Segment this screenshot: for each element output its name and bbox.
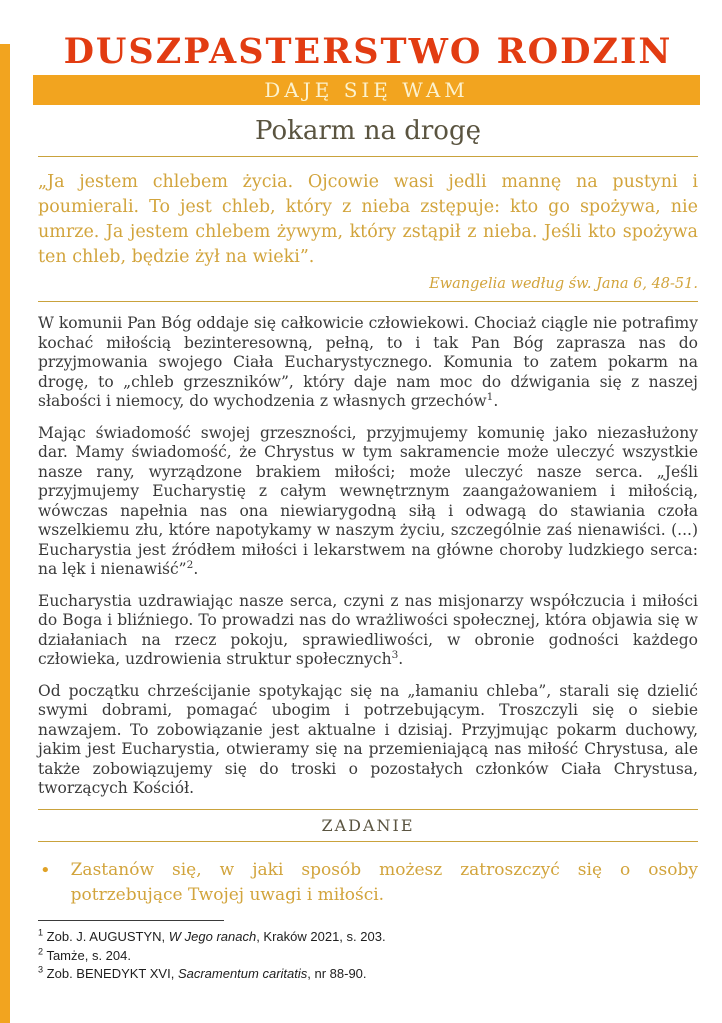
footnote-line: $^3$ Zob. BENEDYKT XVI, Sacramentum caritatis, nr 88-90. xyxy=(38,964,367,981)
body-paragraphs xyxy=(0,314,722,799)
divider-task-bottom xyxy=(38,841,698,842)
body-paragraph: Od początku chrześcijanie spotykając się na „łamaniu chleba”, starali się dzielić swymi dobrami, pomagać ubogim i potrzebującym. Troszczyli się o siebie nawzajem. To zobowiązanie jest aktualne i dzisiaj. Przyjmując pokarm duchowy, jakim jest Eucharystia, otwieramy się na przemieniającą nas miłość Chrystusa, ale także zobowiązujemy się do troski o pozostałych członków Ciała Chrystusa, tworzących Kościół. xyxy=(38,681,698,797)
footnote-list xyxy=(38,929,698,982)
quote-text: „Ja jestem chlebem życia. Ojcowie wasi jedli mannę na pustyni i poumierali. To jest chleb, który z nieba zstępuje: kto go spożywa, nie umrze. Ja jestem chlebem żywym, który zstąpił z nieba. Jeśli kto spożywa ten chleb, będzie żył na wieki”. xyxy=(38,172,698,267)
footnote-number: 1 xyxy=(38,927,44,938)
task-item-text: Zastanów się, w jaki sposób możesz zatroszczyć się o osoby potrzebujące Twojej uwagi i miłości. xyxy=(70,859,698,905)
footnote-book-title: W Jego ranach xyxy=(168,929,257,944)
footnote-separator xyxy=(38,920,224,921)
bullet-icon: • xyxy=(40,859,51,881)
task-list xyxy=(38,858,698,908)
footnote-number: 3 xyxy=(38,964,44,975)
body-paragraph: W komunii Pan Bóg oddaje się całkowicie człowiekowi. Chociaż ciągle nie potrafimy kochać miłością bezinteresowną, pełną, to i tak Pan Bóg zaprasza nas do przyjmowania swojego Ciała Eucharystycznego. Komunia to zatem pokarm na drogę, to „chleb grzeszników”, który daje nam moc do dźwigania się z naszej słabości i niemocy, do wychodzenia z własnych grzechów$^1$. xyxy=(38,314,698,410)
footnotes-section xyxy=(38,920,698,985)
footnote-book-title: Sacramentum caritatis xyxy=(177,966,308,981)
task-item xyxy=(38,858,698,908)
body-paragraph: Mając świadomość swojej grzeszności, przyjmujemy komunię jako niezasłużony dar. Mamy świadomość, że Chrystus w tym sakramencie może uleczyć wszystkie nasze rany, wyrządzone brakiem miłości; może uleczyć nasze serca. „Jeśli przyjmujemy Eucharystię z całym wewnętrznym zaangażowaniem i miłością, wówczas napełnia nas ona niewiarygodną siłą i odwagą do stawiania czoła wszelkiemu złu, które napotykamy w naszym życiu, szczególnie zaś nienawiści. (...) Eucharystia jest źródłem miłości i lekarstwem na główne choroby ludzkiego serca: na lęk i nienawiść”$^2$. xyxy=(38,423,698,578)
footnote-line: $^1$ Zob. J. AUGUSTYN, W Jego ranach, Kraków 2021, s. 203. xyxy=(38,927,386,944)
left-accent-stripe xyxy=(0,44,10,1023)
series-banner-label: DAJĘ SIĘ WAM xyxy=(264,78,469,102)
series-banner xyxy=(33,75,700,105)
divider-top xyxy=(38,156,698,157)
footnote-number: 2 xyxy=(38,946,44,957)
divider-task-top xyxy=(38,809,698,810)
lesson-title: Pokarm na drogę xyxy=(255,116,481,146)
footnote-line: $^2$ Tamże, s. 204. xyxy=(38,946,131,963)
footnote-marker: 2 xyxy=(186,558,194,571)
footnote-marker: 3 xyxy=(391,648,399,661)
task-heading: ZADANIE xyxy=(321,815,415,835)
quote-attribution: Ewangelia według św. Jana 6, 48-51. xyxy=(429,276,698,292)
footnote-marker: 1 xyxy=(486,390,494,403)
divider-after-quote xyxy=(38,301,698,302)
page-title: DUSZPASTERSTWO RODZIN xyxy=(63,31,673,72)
quote-section xyxy=(0,170,722,293)
body-paragraph: Eucharystia uzdrawiając nasze serca, czyni z nas misjonarzy współczucia i miłości do Boga i bliźniego. To prowadzi nas do wrażliwości społecznej, która objawia się w działaniach na rzecz pokoju, sprawiedliwości, w obronie godności każdego człowieka, uzdrowienia struktur społecznych$^3$. xyxy=(38,591,698,668)
